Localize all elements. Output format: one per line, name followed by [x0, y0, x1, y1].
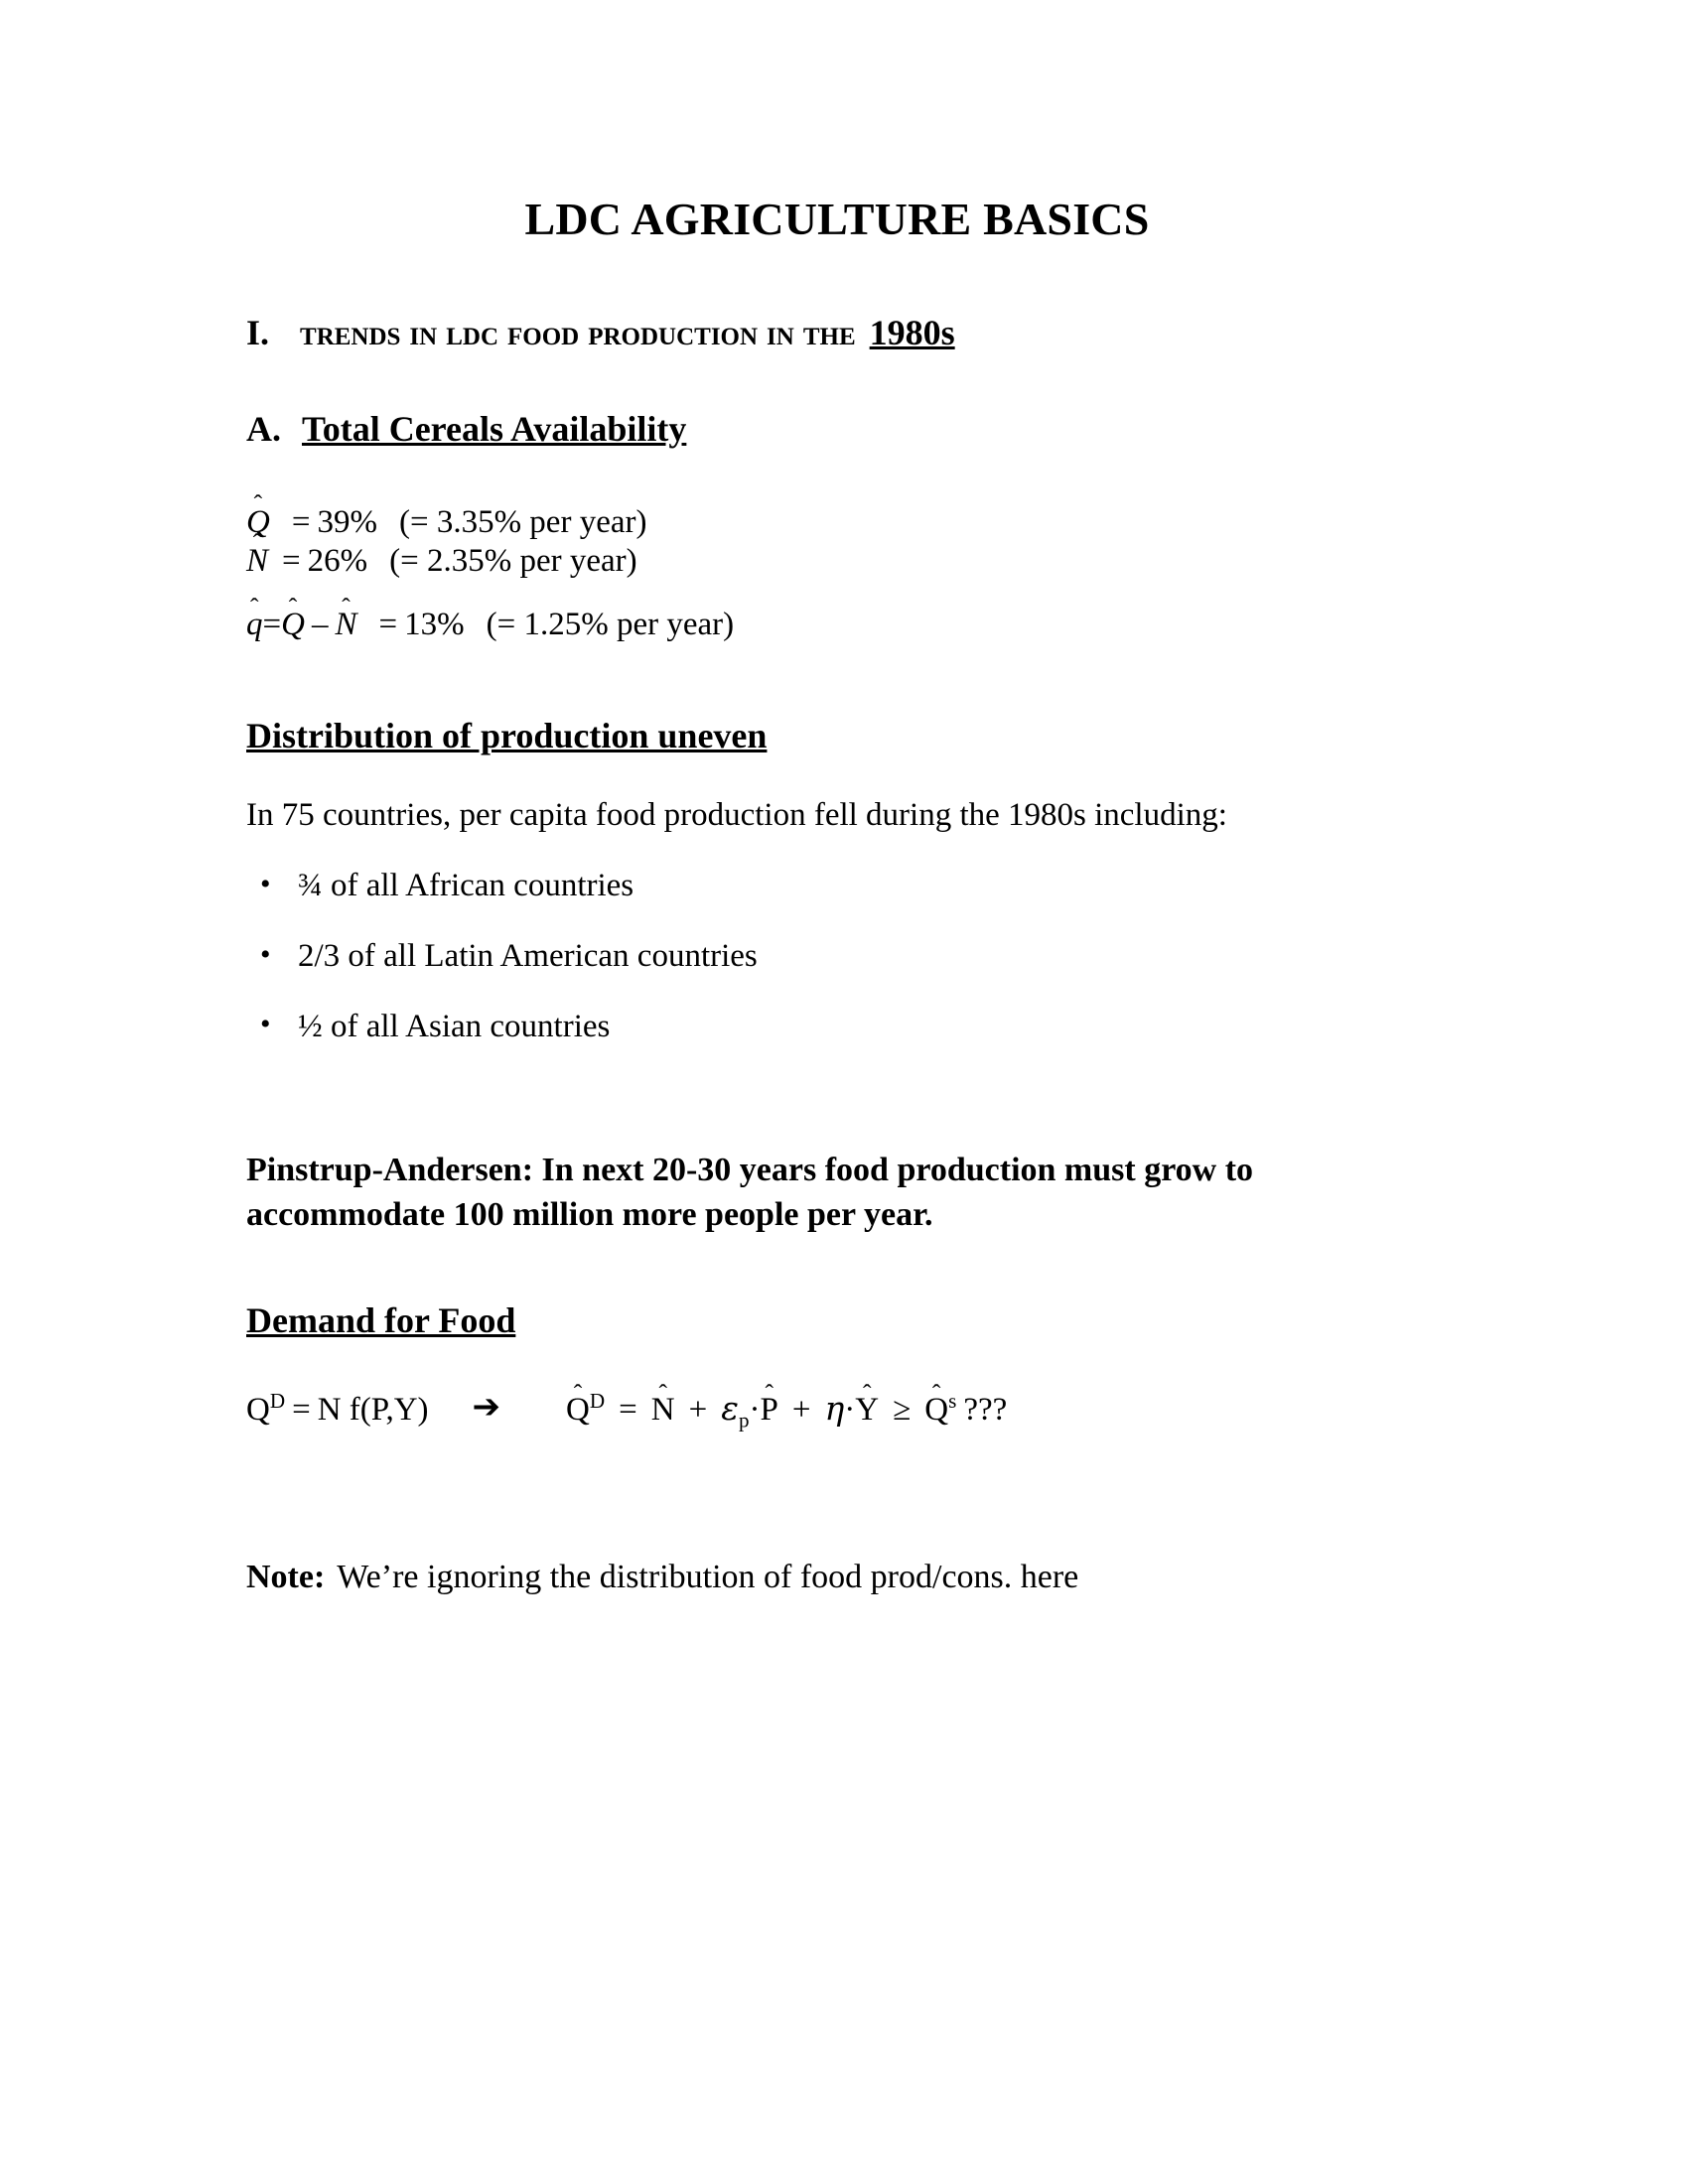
eta-symbol: η: [824, 1389, 845, 1429]
greater-than-or-equal-sign: ≥: [893, 1392, 912, 1429]
demand-rhs-q-hat: Q: [566, 1392, 590, 1429]
demand-n-hat: N: [651, 1392, 675, 1429]
section-heading-text: trends in ldc food production in the: [300, 312, 856, 352]
q-growth-annual: (= 3.35% per year): [398, 503, 647, 540]
demand-lhs-superscript: D: [269, 1389, 286, 1414]
demand-for-food-heading: [246, 1237, 1428, 1343]
plus-sign: +: [791, 1392, 811, 1429]
epsilon-subscript: p: [738, 1408, 750, 1433]
section-heading-one: [246, 245, 1428, 355]
list-item: • 2/3 of all Latin American countries: [246, 935, 1428, 978]
list-item: • ¾ of all African countries: [246, 865, 1428, 907]
n-growth-value: 26%: [307, 542, 368, 579]
distribution-paragraph: In 75 countries, per capita food production fell during the 1980s including:: [246, 797, 1227, 834]
multiplication-dot: ·: [844, 1392, 856, 1429]
q-per-capita-value: 13%: [404, 607, 465, 643]
multiplication-dot: ·: [749, 1392, 761, 1429]
supply-q-superscript: s: [948, 1389, 957, 1414]
n-growth-annual: (= 2.35% per year): [389, 542, 637, 579]
distribution-bullet-list: [246, 839, 1428, 1048]
right-arrow-icon: ➔: [472, 1387, 501, 1428]
growth-rate-equations: [246, 452, 1428, 645]
note-line: [246, 1429, 1428, 1599]
equals-sign: =: [282, 542, 301, 579]
equals-sign: =: [262, 607, 282, 643]
demand-for-food-heading-text: Demand for Food: [246, 1300, 516, 1341]
demand-rhs-q-superscript: D: [589, 1389, 606, 1414]
n-hat-symbol: N: [335, 606, 356, 644]
document-content: [246, 0, 1428, 1600]
q-hat-symbol: Q: [281, 606, 305, 644]
equation-q-growth: [246, 503, 1428, 542]
demand-lhs-base: Q: [246, 1392, 270, 1429]
q-per-capita-annual: (= 1.25% per year): [486, 607, 735, 643]
list-item: • ½ of all Asian countries: [246, 1006, 1428, 1048]
demand-lhs-expression: N f(P,Y): [317, 1392, 429, 1429]
subsection-label: A.: [246, 408, 281, 449]
plus-sign: +: [688, 1392, 708, 1429]
distribution-heading: [246, 644, 1428, 758]
q-growth-value: 39%: [317, 503, 377, 540]
note-label: Note:: [246, 1559, 326, 1596]
q-hat-symbol: Q: [246, 503, 270, 542]
page-title: LDC AGRICULTURE BASICS: [524, 194, 1150, 244]
pinstrup-andersen-statement: Pinstrup-Andersen: In next 20-30 years food production must grow to accommodate 100 million more people per year.: [246, 1151, 1254, 1234]
equals-sign: =: [291, 503, 311, 540]
equals-sign: =: [292, 1392, 311, 1429]
demand-y-hat: Y: [855, 1392, 879, 1429]
demand-equation: [246, 1343, 1428, 1433]
note-text: We’re ignoring the distribution of food prod/cons. here: [337, 1559, 1079, 1596]
minus-sign: –: [311, 607, 329, 643]
q-lower-hat-symbol: q: [246, 606, 263, 644]
section-numeral: I.: [246, 312, 270, 352]
supply-q-hat: Q: [924, 1392, 948, 1429]
subsection-title: Total Cereals Availability: [302, 408, 687, 449]
epsilon-symbol: ε: [721, 1389, 739, 1429]
n-hat-symbol: N: [246, 542, 268, 581]
equals-sign: =: [619, 1392, 637, 1429]
equation-n-growth: [246, 542, 1428, 581]
question-marks: ???: [963, 1392, 1008, 1429]
section-heading-underlined-decade: 1980s: [869, 312, 955, 352]
subsection-heading-a: [246, 355, 1428, 452]
demand-p-hat: P: [761, 1392, 778, 1429]
equals-sign: =: [378, 607, 398, 643]
equation-q-per-capita: [246, 580, 1428, 644]
distribution-heading-text: Distribution of production uneven: [246, 716, 768, 756]
